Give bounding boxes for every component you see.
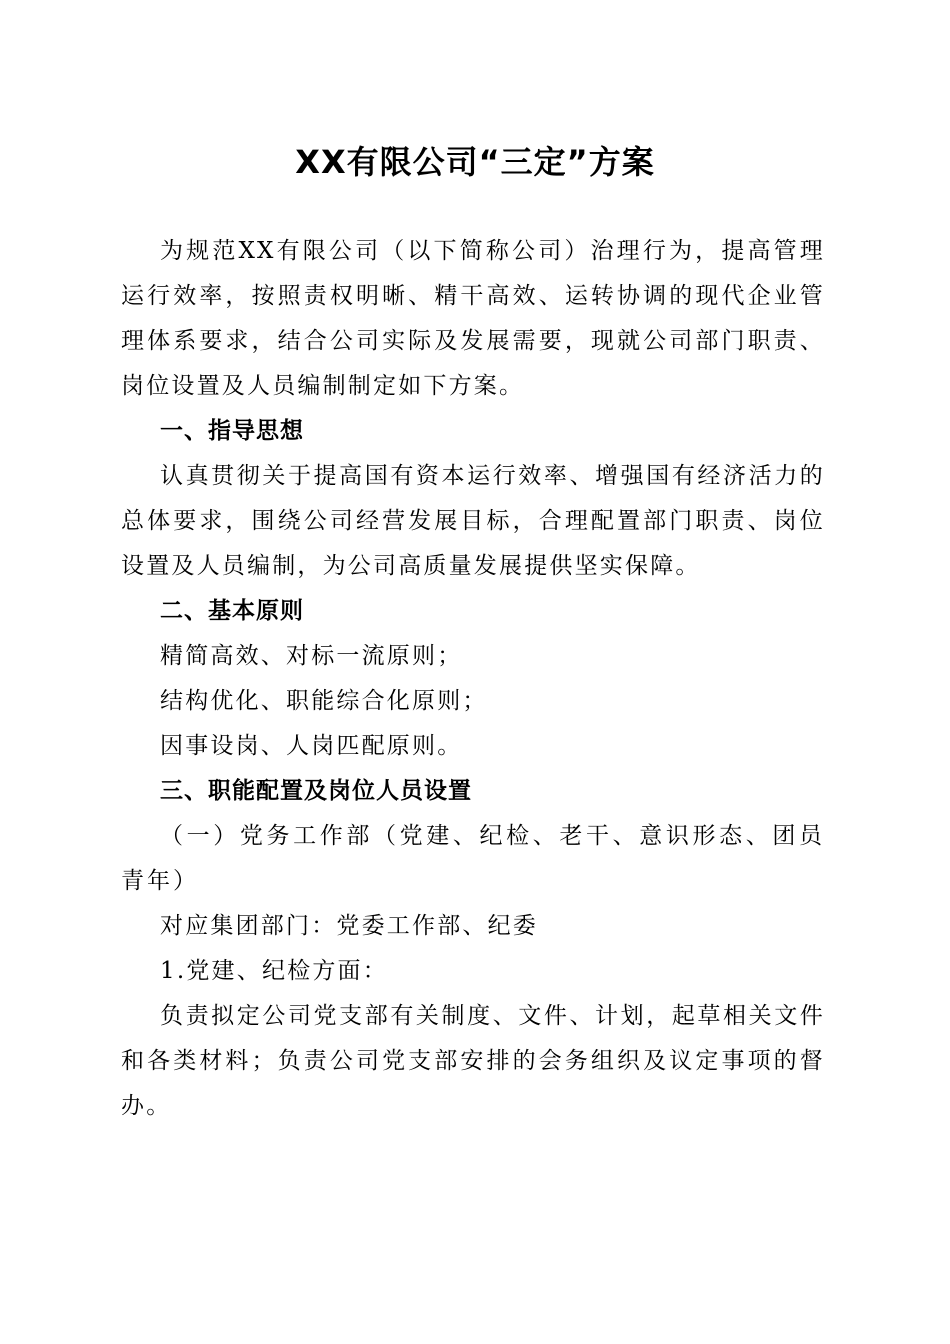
counterpart-department: 对应集团部门：党委工作部、纪委 bbox=[160, 913, 538, 939]
department-title: （一）党务工作部（党建、纪检、老干、意识形态、团员青年） bbox=[121, 823, 825, 894]
item-paragraph: 负责拟定公司党支部有关制度、文件、计划，起草相关文件和各类材料；负责公司党支部安排的会务组织及议定事项的督办。 bbox=[121, 1003, 825, 1119]
principle-item: 结构优化、职能综合化原则； bbox=[160, 688, 488, 714]
section-heading-guiding-ideology: 一、指导思想 bbox=[160, 418, 304, 444]
intro-paragraph: 为规范XX有限公司（以下简称公司）治理行为，提高管理运行效率，按照责权明晰、精干高效、运转协调的现代企业管理体系要求，结合公司实际及发展需要，现就公司部门职责、岗位设置及人员编制制定如下方案。 bbox=[121, 238, 825, 399]
item-title: 1.党建、纪检方面： bbox=[160, 958, 388, 984]
guiding-ideology-paragraph: 认真贯彻关于提高国有资本运行效率、增强国有经济活力的总体要求，围绕公司经营发展目标，合理配置部门职责、岗位设置及人员编制，为公司高质量发展提供坚实保障。 bbox=[121, 463, 825, 579]
section-heading-function-allocation: 三、职能配置及岗位人员设置 bbox=[160, 778, 472, 804]
document-body bbox=[121, 229, 825, 1129]
principle-item: 精简高效、对标一流原则； bbox=[160, 643, 463, 669]
section-heading-basic-principles: 二、基本原则 bbox=[160, 598, 304, 624]
document-title: XX有限公司“三定”方案 bbox=[295, 143, 655, 181]
principle-item: 因事设岗、人岗匹配原则。 bbox=[160, 733, 463, 759]
